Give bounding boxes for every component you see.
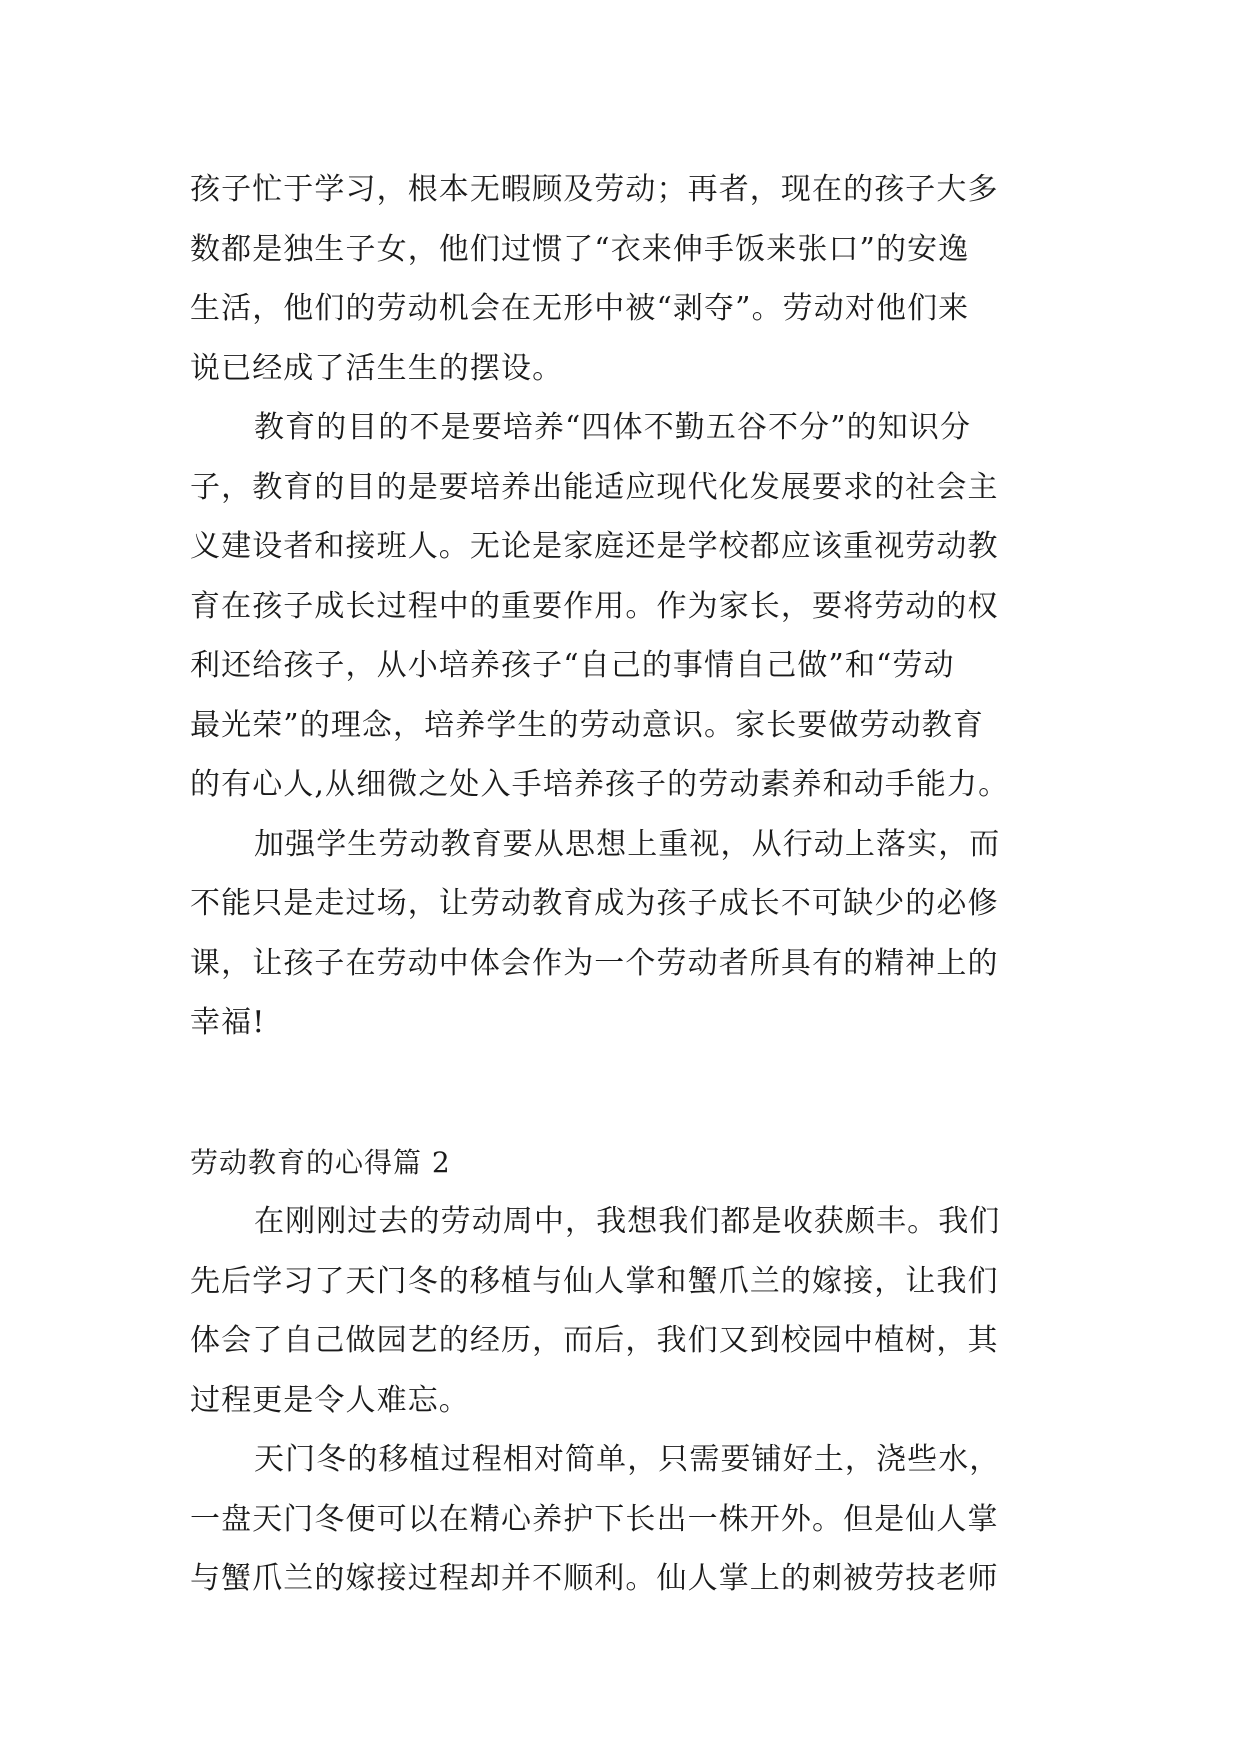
text-line: 不能只是走过场，让劳动教育成为孩子成长不可缺少的必修: [190, 886, 999, 921]
text-line: 教育的目的不是要培养“四体不勤五谷不分”的知识分: [254, 410, 972, 445]
text-line: 育在孩子成长过程中的重要作用。作为家长，要将劳动的权: [190, 588, 999, 624]
text-line: 利还给孩子，从小培养孩子“自己的事情自己做”和“劳动: [190, 648, 955, 683]
paragraph: [190, 1192, 1050, 1430]
text-line: 课，让孩子在劳动中体会作为一个劳动者所具有的精神上的: [190, 945, 999, 981]
text-line: 先后学习了天门冬的移植与仙人掌和蟹爪兰的嫁接，让我们: [190, 1263, 999, 1299]
text-line: 孩子忙于学习，根本无暇顾及劳动；再者，现在的孩子大多: [190, 172, 999, 207]
section-spacer: [190, 1053, 1050, 1133]
text-line: 生活，他们的劳动机会在无形中被“剥夺”。劳动对他们来: [190, 291, 970, 326]
text-line: 过程更是令人难忘。: [190, 1382, 470, 1418]
text-line: 子，教育的目的是要培养出能适应现代化发展要求的社会主: [190, 469, 999, 505]
text-line: 一盘天门冬便可以在精心养护下长出一株开外。但是仙人掌: [190, 1501, 999, 1537]
text-line: 幸福!: [190, 1005, 266, 1040]
paragraph: [190, 398, 1050, 815]
section-title: 劳动教育的心得篇 2: [190, 1145, 451, 1179]
text-line: 与蟹爪兰的嫁接过程却并不顺利。仙人掌上的刺被劳技老师: [190, 1561, 999, 1596]
text-line: 义建设者和接班人。无论是家庭还是学校都应该重视劳动教: [190, 529, 999, 564]
text-line: 天门冬的移植过程相对简单，只需要铺好土，浇些水，: [254, 1442, 1001, 1477]
text-line: 加强学生劳动教育要从思想上重视，从行动上落实，而: [254, 826, 1001, 862]
document-page: [190, 160, 1050, 1609]
text-line: 说已经成了活生生的摆设。: [190, 350, 564, 386]
paragraph: [190, 1430, 1050, 1609]
text-line: 的有心人,从细微之处入手培养孩子的劳动素养和动手能力。: [190, 767, 1010, 802]
text-line: 体会了自己做园艺的经历，而后，我们又到校园中植树，其: [190, 1323, 999, 1358]
paragraph: [190, 160, 1050, 398]
text-line: 数都是独生子女，他们过惯了“衣来伸手饭来张口”的安逸: [190, 231, 970, 267]
text-line: 在刚刚过去的劳动周中，我想我们都是收获颇丰。我们: [254, 1204, 1001, 1239]
paragraph: [190, 815, 1050, 1053]
text-line: 最光荣”的理念，培养学生的劳动意识。家长要做劳动教育: [190, 707, 984, 743]
